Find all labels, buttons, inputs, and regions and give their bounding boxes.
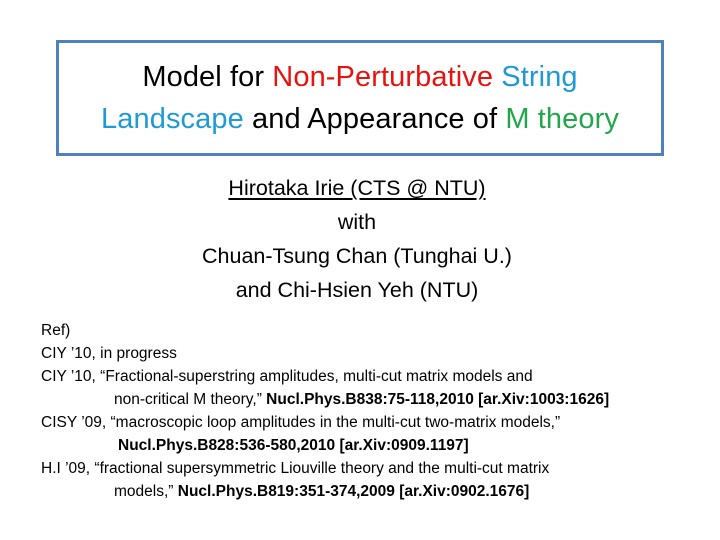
reference-3-line-1: CISY ’09, “macroscopic loop amplitudes in the multi-cut two-matrix models,” [41,414,561,431]
title-text-landscape: Landscape [101,103,244,135]
title-text-string: String [501,61,578,93]
title-text-non-perturbative: Non-Perturbative [272,61,494,93]
authors-block [0,171,714,307]
coauthor-2: and Chi-Hsien Yeh (NTU) [235,278,479,302]
reference-2-line-2 [41,388,711,411]
reference-3-citation: Nucl.Phys.B828:536-580,2010 [ar.Xiv:0909.1197] [118,437,469,454]
reference-2-citation: Nucl.Phys.B838:75-118,2010 [ar.Xiv:1003:1626] [266,391,610,408]
author-main-name: Hirotaka Irie (CTS @ NTU) [228,176,486,200]
reference-1: CIY ’10, in progress [41,345,177,362]
reference-4-line-2 [41,480,711,503]
reference-4-line-1: H.I ’09, “fractional supersymmetric Liouville theory and the multi-cut matrix [41,460,550,477]
title-text-appearance: and Appearance of [243,103,506,135]
title-text-model-for: Model for [142,61,273,93]
title-line-2 [101,98,619,140]
title-box [56,40,664,156]
reference-2-text: non-critical M theory,” [114,391,267,408]
reference-4-citation: Nucl.Phys.B819:351-374,2009 [ar.Xiv:0902.1676] [177,483,530,500]
title-text-m: M [505,103,530,135]
coauthor-1: Chuan-Tsung Chan (Tunghai U.) [202,244,512,268]
references [41,319,711,503]
title-line-1 [142,56,577,98]
references-heading: Ref) [41,322,71,339]
reference-2-line-1: CIY ’10, “Fractional-superstring amplitudes, multi-cut matrix models and [41,368,533,385]
title-text-theory: theory [529,103,619,135]
author-main [0,171,714,205]
reference-3-line-2 [41,434,711,457]
reference-4-text: models,” [114,483,178,500]
author-with: with [337,210,377,234]
